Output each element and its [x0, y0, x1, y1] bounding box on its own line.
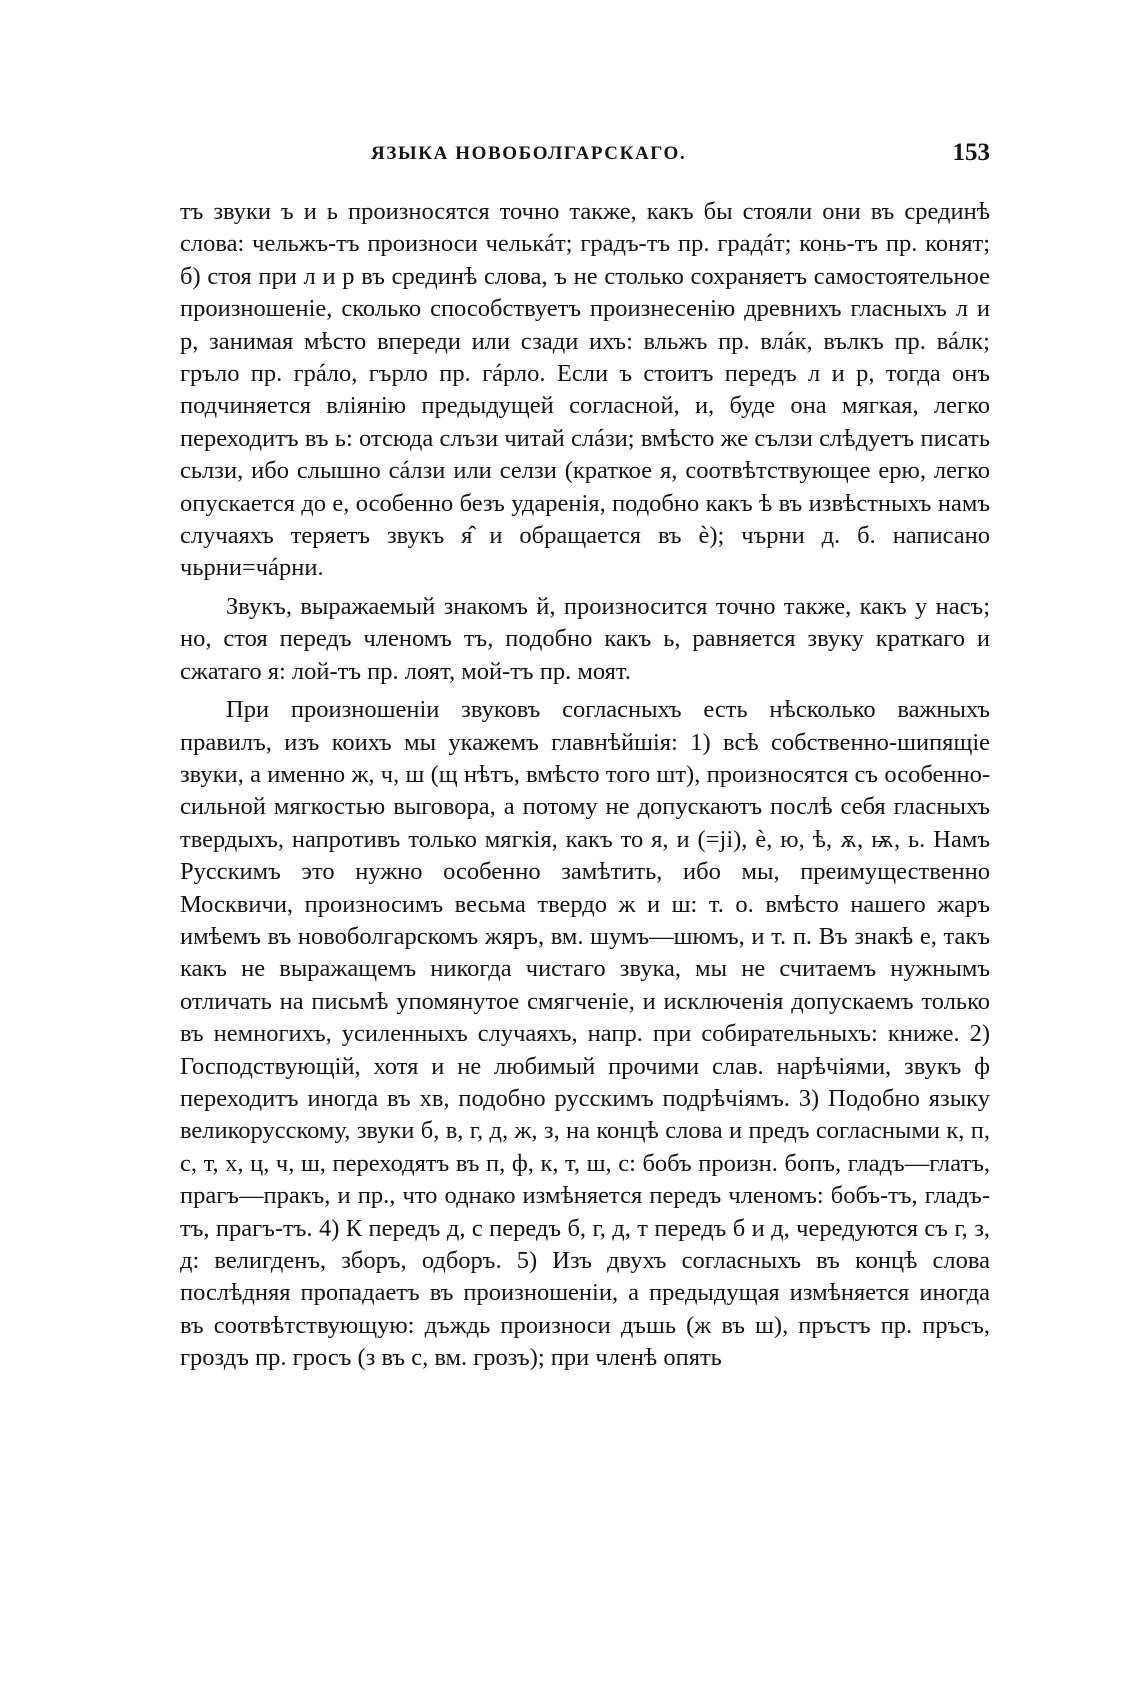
running-header [180, 139, 990, 175]
paragraph-consonants: При произношеніи звуковъ согласныхъ есть нѣсколько важныхъ правилъ, изъ коихъ мы укажемъ главнѣйшія: 1) всѣ собственно-шипящіе звуки, а именно ж, ч, ш (щ нѣтъ, вмѣсто того шт), произносятся съ особенно-сильной мягкостью выговора, а потому не допускаютъ послѣ себя гласныхъ твердыхъ, напротивъ только мягкія, какъ то я, и (=ji), ѐ, ю, ѣ, ѫ, ѭ, ь. Намъ Русскимъ это нужно особенно замѣтить, ибо мы, преимущественно Москвичи, произносимъ весьма твердо ж и ш: т. о. вмѣсто нашего жаръ имѣемъ въ новоболгарскомъ жяръ, вм. шумъ—шюмъ, и т. п. Въ знакѣ е, такъ какъ не выражащемъ никогда чистаго звука, мы не считаемъ нужнымъ отличать на письмѣ упомянутое смягченіе, и исключенія допускаемъ только въ немногихъ, усиленныхъ случаяхъ, напр. при собирательныхъ: книже. 2) Господствующій, хотя и не любимый прочими слав. нарѣчіями, звукъ ф переходитъ иногда въ хв, подобно русскимъ подрѣчіямъ. 3) Подобно языку великорусскому, звуки б, в, г, д, ж, з, на концѣ слова и предъ согласными к, п, с, т, х, ц, ч, ш, переходятъ въ п, ф, к, т, ш, с: бобъ произн. бопъ, гладъ—глатъ, прагъ—пракъ, и пр., что однако измѣняется передъ членомъ: бобъ-тъ, гладъ-тъ, прагъ-тъ. 4) К передъ д, с передъ б, г, д, т передъ б и д, чередуются съ г, з, д: велигденъ, зборъ, одборъ. 5) Изъ двухъ согласныхъ въ концѣ слова послѣдняя пропадаетъ въ произношеніи, а предыдущая измѣняется иногда въ соотвѣтствующую: дъждь произноси дъшь (ж въ ш), пръстъ пр. пръсъ, гроздъ пр. гросъ (з въ с, вм. грозъ); при членѣ опять [180, 696, 990, 1372]
body-text [180, 196, 990, 1375]
page-number: 153 [952, 139, 990, 166]
running-title: ЯЗЫКА НОВОБОЛГАРСКАГО. [371, 143, 687, 164]
paragraph-hard-vowels: тъ звуки ъ и ь произносятся точно также, какъ бы стояли они въ срединѣ слова: чельжъ-тъ произноси челькáт; градъ-тъ пр. градáт; конь-тъ пр. конят; б) стоя при л и р въ срединѣ слова, ъ не столько сохраняетъ самостоятельное произношеніе, сколько способствуетъ произнесенію древнихъ гласныхъ л и р, занимая мѣсто впереди или сзади ихъ: вльжъ пр. влáк, вълкъ пр. вáлк; гръло пр. грáло, гърло пр. гáрло. Если ъ стоитъ передъ л и р, тогда онъ подчиняется вліянію предыдущей согласной, и, буде она мягкая, легко переходитъ въ ь: отсюда слъзи читай слáзи; вмѣсто же сълзи слѣдуетъ писать сьлзи, ибо слышно сáлзи или селзи (краткое я, соотвѣтствующее ерю, легко опускается до е, особенно безъ ударенія, подобно какъ ѣ въ извѣстныхъ намъ случаяхъ теряетъ звукъ я̂ и обращается въ ѐ); чърни д. б. написано чьрни=чáрни. [180, 198, 990, 582]
paragraph-short-i: Звукъ, выражаемый знакомъ й, произносится точно также, какъ у насъ; но, стоя передъ членомъ тъ, подобно какъ ь, равняется звуку краткаго и сжатаго я: лой-тъ пр. лоят, мой-тъ пр. моят. [180, 592, 990, 685]
